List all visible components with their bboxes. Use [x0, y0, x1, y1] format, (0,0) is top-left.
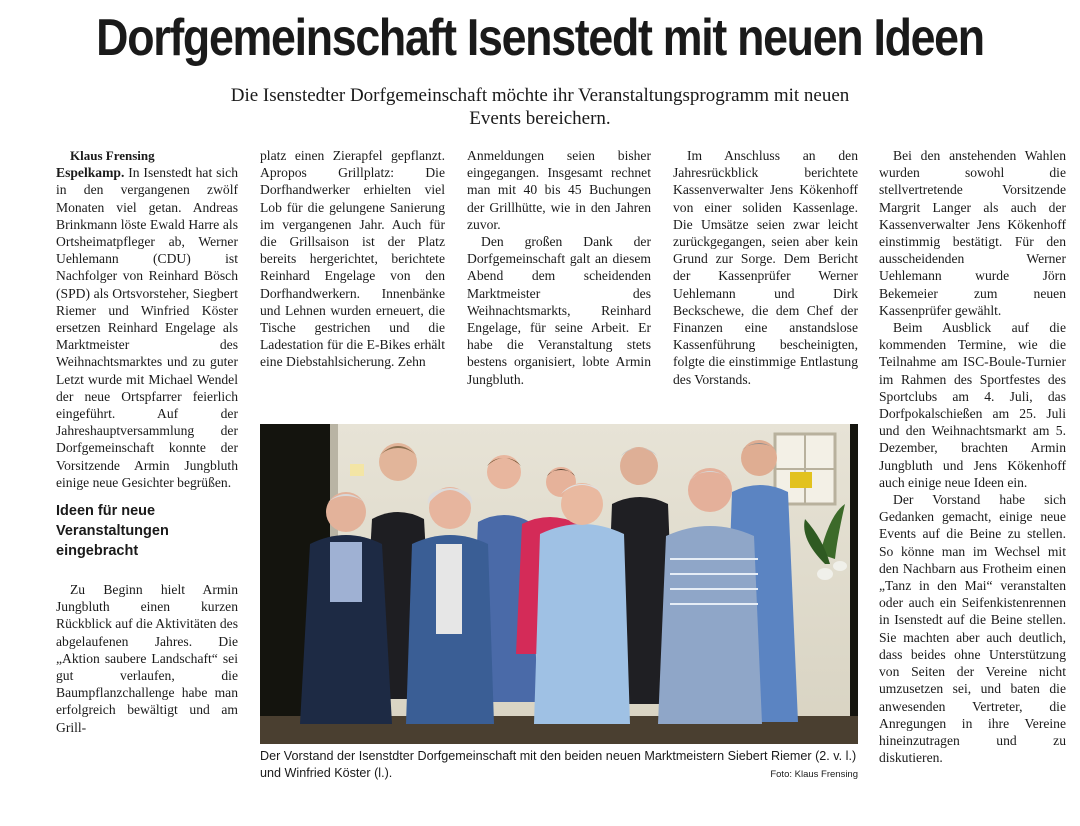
- subheadline: Die Isenstedter Dorfgemeinschaft möchte ihr Veranstaltungsprogramm mit neuen Events bereichern.: [230, 85, 850, 129]
- paragraph-kassenbericht: Im Anschluss an den Jahresrückblick berichtete Kassenverwalter Jens Kökenhoff von einer soliden Kassenlage. Die Umsätze seien zwar leicht zurückgegangen, seien aber kein Grund zur Sorge. Dem Bericht der Kassenprüfer Werner Uehlemann und Dirk Beckschewe, die dem Chef der Finanzen eine anstandslose Kassenführung bescheinigten, folgte die einstimmige Entlastung des Vorstands.: [673, 148, 858, 387]
- column-1: [56, 147, 238, 736]
- photo-caption: [260, 748, 858, 781]
- intro-text: In Isenstedt hat sich in den vergangenen zwölf Monaten viel getan. Andreas Brinkmann löste Ewald Harre als Ortsheimatpfleger ab, Werner Uehlemann (CDU) ist Nachfolger von Reinhard Bösch (SPD) als Ortsvorsteher, Siegbert Riemer und Winfried Köster ersetzen Reinhard Engelage als Marktmeister des Weihnachtsmarktes und zu guter Letzt wurde mit Michael Wendel der neue Ortspfarrer feierlich eingeführt. Auf der Jahreshauptversammlung der Dorfgemeinschaft konnte der Vorsitzende Armin Jungbluth einige neue Gesichter begrüßen.: [56, 165, 238, 490]
- paragraph-dank: Den großen Dank der Dorfgemeinschaft galt an diesem Abend dem scheidenden Marktmeister des Weihnachtsmarkts, Reinhard Engelage, für seine Arbeit. Er habe die Veranstaltung stets bestens organisiert, lobte Armin Jungbluth.: [467, 234, 651, 387]
- section-subtitle: Ideen für neue Veranstaltungen eingebracht: [56, 503, 169, 560]
- column-3: [467, 147, 651, 388]
- headline: Dorfgemeinschaft Isenstedt mit neuen Ideen: [96, 9, 984, 67]
- paragraph-anmeldungen: Anmeldungen seien bisher eingegangen. Insgesamt rechnet man mit 40 bis 45 Buchungen der Grillhütte, wie in den Jahren zuvor.: [467, 148, 651, 232]
- paragraph-wahlen: Bei den anstehenden Wahlen wurden sowohl die stellvertretende Vorsitzende Margrit Langer als auch der Kassenverwalter Jens Kökenhoff einstimmig bestätigt. Für den ausscheidenden Werner Uehlemann wurde Jörn Bekemeier zum neuen Kassenprüfer gewählt.: [879, 148, 1066, 318]
- yellow-sign: [790, 472, 812, 488]
- photo-caption-text: Der Vorstand der Isenstdter Dorfgemeinschaft mit den beiden neuen Marktmeistern Siebert Riemer (2. v. l.) und Winfried Köster (l.).: [260, 749, 857, 780]
- intro-paragraph: [56, 164, 238, 491]
- author-byline: Klaus Frensing: [70, 148, 155, 163]
- dateline: Espelkamp.: [56, 165, 125, 181]
- group-photo: [260, 424, 858, 744]
- paragraph-review: Zu Beginn hielt Armin Jungbluth einen kurzen Rückblick auf die Aktivitäten des abgelaufenen Jahres. Die „Aktion saubere Landschaft“ sei gut verlaufen, die Baumpflanzchallenge habe man erfolgreich bewältigt und am Grill-: [56, 582, 238, 735]
- column-2: [260, 147, 445, 371]
- group-photo-illustration: [260, 424, 858, 744]
- paragraph-ideen: Der Vorstand habe sich Gedanken gemacht, einige neue Events auf die Beine zu stellen. So könne man im Wechsel mit den Nachbarn aus Frotheim einen „Tanz in den Mai“ veranstalten oder auch ein Seifenkistenrennen in Isenstedt auf die Beine stellen. Sie machten aber auch deutlich, dass beides ohne Unterstützung von Seiten der Vereine nicht umzusetzen sei, und baten die anwesenden Vertreter, die Anregungen in ihre Vereine hineinzutragen und zu diskutieren.: [879, 492, 1066, 766]
- photo-credit: Foto: Klaus Frensing: [770, 768, 858, 780]
- column-4: [673, 147, 858, 388]
- column-5: [879, 147, 1066, 766]
- lamp: [350, 464, 364, 476]
- paragraph-ausblick: Beim Ausblick auf die kommenden Termine, wie die Teilnahme am ISC-Boule-Turnier im Rahmen des Sportfestes des Sportclubs am 4. Juli, das Dorfpokalschießen am 25. Juli und den Weihnachtsmarkt am 5. Dezember, brachten Armin Jungbluth und Jens Kökenhoff auch einige neue Ideen ein.: [879, 320, 1066, 490]
- paragraph-grillplatz: platz einen Zierapfel gepflanzt. Apropos Grillplatz: Die Dorfhandwerker erhielten viel Lob für die gelungene Sanierung im vergangenen Jahr. Auch für die Grillsaison ist der Platz bereits hergerichtet, berichtete Reinhard Engelage von den Dorfhandwerkern. Innenbänke und Lehnen wurden erneuert, die Tische gestrichen und die Ladestation für die E-Bikes erhält eine Diebstahlsicherung. Zehn: [260, 148, 445, 370]
